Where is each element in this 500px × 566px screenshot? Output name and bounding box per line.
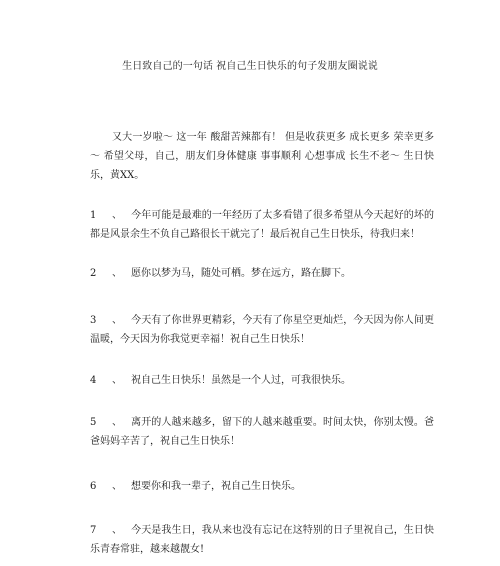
item-text: 愿你以梦为马，随处可栖。梦在远方，路在脚下。	[131, 268, 351, 279]
item-number: 7	[90, 525, 97, 536]
list-item	[90, 413, 434, 451]
list-item	[90, 521, 434, 559]
item-separator: 、	[112, 417, 122, 428]
item-number: 6	[90, 481, 97, 492]
item-separator: 、	[112, 525, 122, 536]
intro-paragraph: 又大一岁啦～ 这一年 酸甜苦辣都有！ 但是收获更多 成长更多 荣幸更多～ 希望父母，自己，朋友们身体健康 事事顺利 心想事成 长生不老～ 生日快乐，黄XX。	[90, 132, 434, 181]
list-item	[90, 264, 434, 283]
item-separator: 、	[112, 210, 122, 221]
item-text: 今年可能是最难的一年经历了太多看错了很多希望从今天起好的坏的都是风景余生不负自己路很长干就完了！最后祝自己生日快乐，待我归来！	[90, 210, 434, 240]
item-number: 2	[90, 268, 97, 279]
list-item	[90, 206, 434, 244]
list-item	[90, 311, 434, 349]
item-number: 4	[90, 375, 97, 386]
item-separator: 、	[112, 375, 122, 386]
list-item	[90, 371, 434, 390]
item-text: 离开的人越来越多，留下的人越来越重要。时间太快，你别太慢。爸爸妈妈辛苦了，祝自己生日快乐！	[90, 417, 434, 447]
item-number: 1	[90, 210, 97, 221]
item-separator: 、	[112, 315, 122, 326]
document-title: 生日致自己的一句话 祝自己生日快乐的句子发朋友圈说说	[122, 61, 378, 72]
item-text: 祝自己生日快乐！虽然是一个人过，可我很快乐。	[131, 375, 351, 386]
item-text: 今天有了你世界更精彩，今天有了你星空更灿烂，今天因为你人间更温暖，今天因为你我觉更幸福！祝自己生日快乐！	[90, 315, 434, 345]
item-text: 想要你和我一辈子，祝自己生日快乐。	[131, 481, 301, 492]
item-number: 5	[90, 417, 97, 428]
item-text: 今天是我生日，我从来也没有忘记在这特别的日子里祝自己，生日快乐青春常驻，越来越靓女!	[90, 525, 434, 555]
item-separator: 、	[112, 268, 122, 279]
item-separator: 、	[112, 481, 122, 492]
item-number: 3	[90, 315, 97, 326]
list-item	[90, 477, 434, 496]
